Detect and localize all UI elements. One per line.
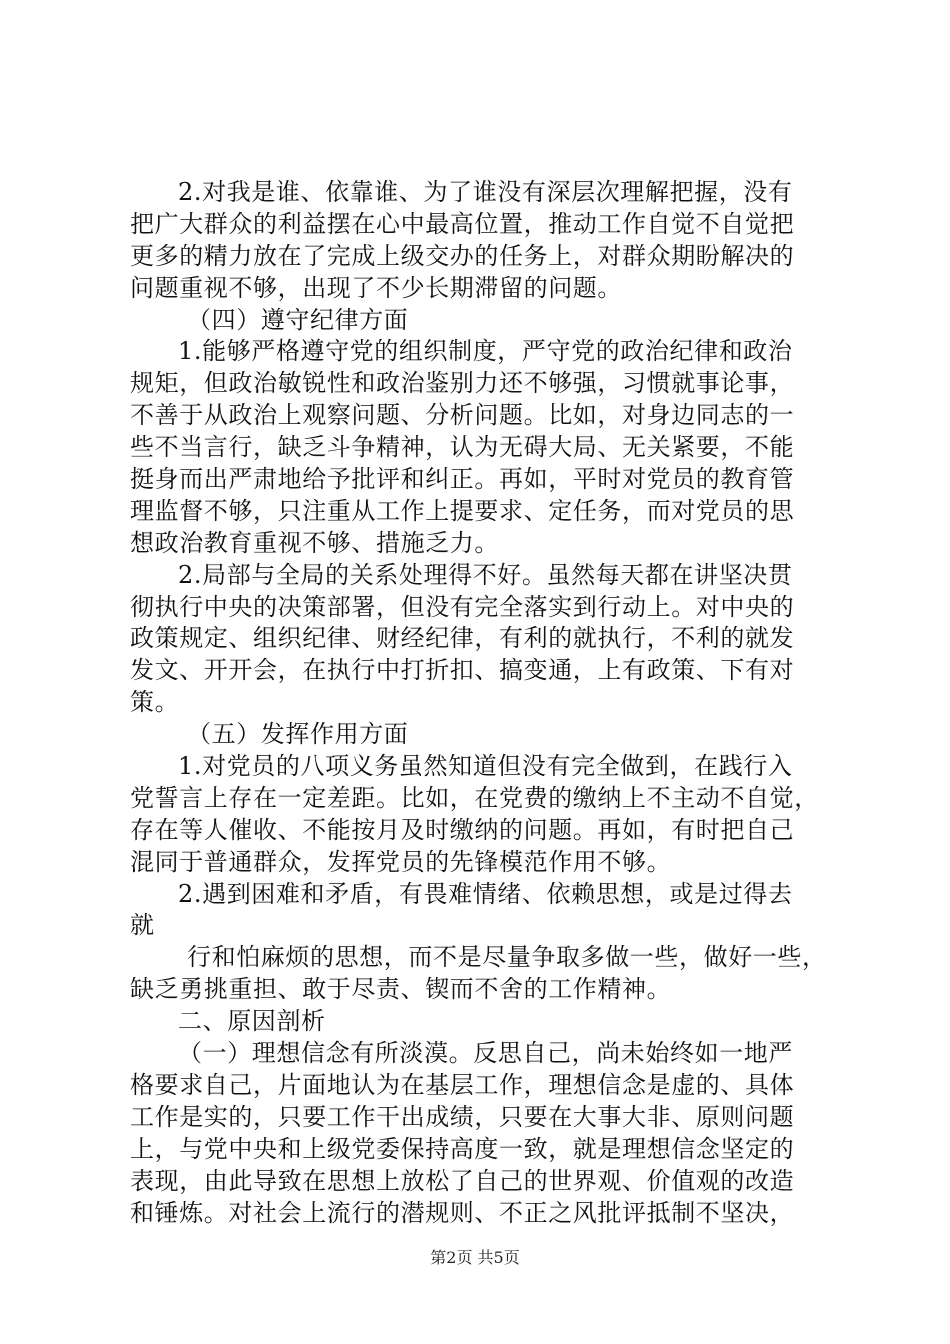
text-line: 2.遇到困难和矛盾，有畏难情绪、依赖思想，或是过得去 xyxy=(178,879,793,908)
text-line: 更多的精力放在了完成上级交办的任务上，对群众期盼解决的 xyxy=(130,241,795,270)
text-line: 缺乏勇挑重担、敢于尽责、锲而不舍的工作精神。 xyxy=(130,975,672,1004)
text-line: 就 xyxy=(130,911,155,940)
text-line: 混同于普通群众，发挥党员的先锋模范作用不够。 xyxy=(130,847,672,876)
text-line: 2.对我是谁、依靠谁、为了谁没有深层次理解把握，没有 xyxy=(178,178,793,206)
text-line: 发文、开开会，在执行中打折扣、搞变通，上有政策、下有对 xyxy=(130,656,795,685)
text-line: 把广大群众的利益摆在心中最高位置，推动工作自觉不自觉把 xyxy=(130,209,795,238)
text-line: 彻执行中央的决策部署，但没有完全落实到行动上。对中央的 xyxy=(130,592,795,621)
text-line: 1.对党员的八项义务虽然知道但没有完全做到，在践行入 xyxy=(178,752,793,781)
text-line: 策。 xyxy=(130,688,180,717)
text-line: 存在等人催收、不能按月及时缴纳的问题。再如，有时把自己 xyxy=(130,815,795,844)
text-line: 想政治教育重视不够、措施乏力。 xyxy=(130,528,499,557)
text-line: 上，与党中央和上级党委保持高度一致，就是理想信念坚定的 xyxy=(130,1134,795,1163)
text-line: （五）发挥作用方面 xyxy=(187,720,409,749)
text-line: 不善于从政治上观察问题、分析问题。比如，对身边同志的一 xyxy=(130,401,795,430)
text-line: 和锤炼。对社会上流行的潜规则、不正之风批评抵制不坚决， xyxy=(130,1198,795,1227)
text-line: 工作是实的，只要工作干出成绩，只要在大事大非、原则问题 xyxy=(130,1102,795,1131)
document-body xyxy=(130,177,830,1229)
text-line: 政策规定、组织纪律、财经纪律，有利的就执行，不利的就发 xyxy=(130,624,795,653)
text-line: 党誓言上存在一定差距。比如，在党费的缴纳上不主动不自觉， xyxy=(130,783,819,812)
text-line: 规矩，但政治敏锐性和政治鉴别力还不够强，习惯就事论事， xyxy=(130,369,795,398)
text-line: （四）遵守纪律方面 xyxy=(187,305,409,334)
text-line: 行和怕麻烦的思想，而不是尽量争取多做一些，做好一些， xyxy=(187,943,827,972)
text-line: 二、原因剖析 xyxy=(178,1007,326,1036)
text-line: 1.能够严格遵守党的组织制度，严守党的政治纪律和政治 xyxy=(178,337,793,366)
text-line: 理监督不够，只注重从工作上提要求、定任务，而对党员的思 xyxy=(130,496,795,525)
text-line: 挺身而出严肃地给予批评和纠正。再如，平时对党员的教育管 xyxy=(130,465,795,494)
text-line: 2.局部与全局的关系处理得不好。虽然每天都在讲坚决贯 xyxy=(178,560,793,589)
text-line: 格要求自己，片面地认为在基层工作，理想信念是虚的、具体 xyxy=(130,1070,795,1099)
page-footer xyxy=(0,1245,950,1268)
text-line: 些不当言行，缺乏斗争精神，认为无碍大局、无关紧要，不能 xyxy=(130,433,795,462)
text-line: 问题重视不够，出现了不少长期滞留的问题。 xyxy=(130,273,622,302)
text-line: （一）理想信念有所淡漠。反思自己，尚未始终如一地严 xyxy=(178,1039,793,1068)
page-number-label: 第2页 共5页 xyxy=(430,1248,520,1267)
text-line: 表现，由此导致在思想上放松了自己的世界观、价值观的改造 xyxy=(130,1166,795,1195)
